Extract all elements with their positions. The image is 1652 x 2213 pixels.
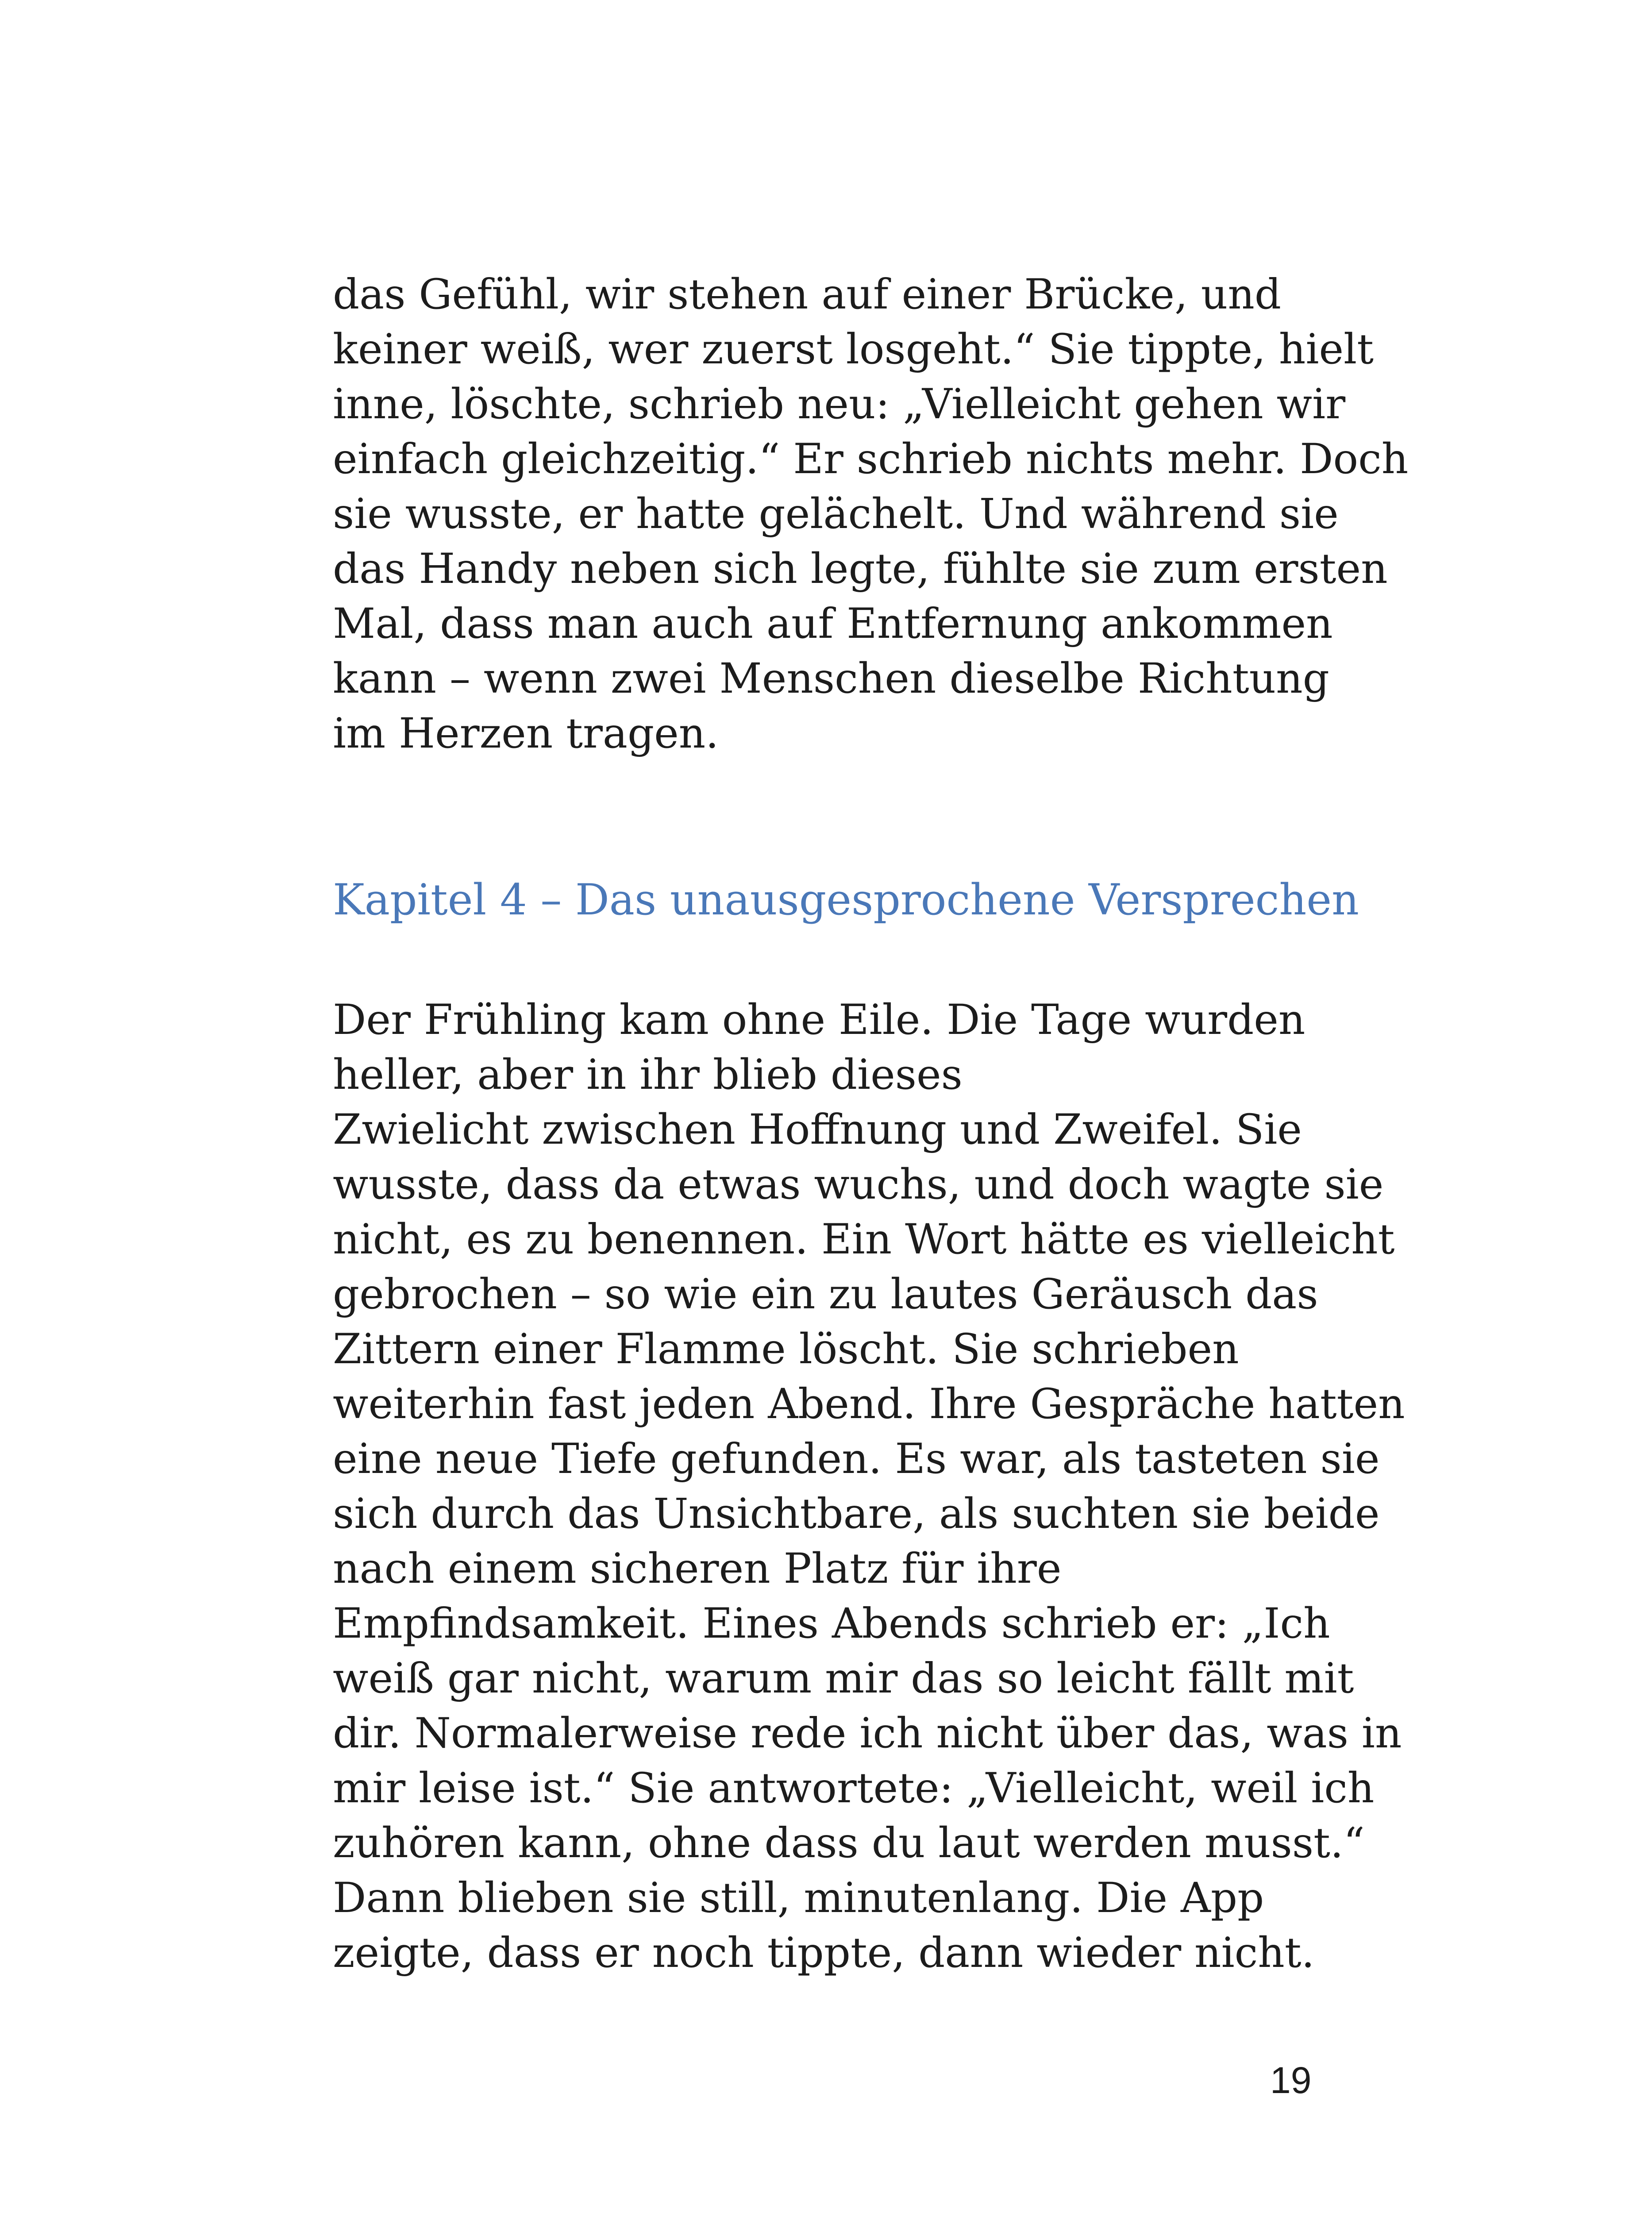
text-line: zuhören kann, ohne dass du laut werden musst.“ — [333, 1819, 1365, 1867]
text-line: Zittern einer Flamme löscht. Sie schrieben — [333, 1325, 1239, 1373]
text-line: inne, löschte, schrieb neu: „Vielleicht gehen wir — [333, 380, 1346, 428]
chapter-heading: Kapitel 4 – Das unausgesprochene Versprechen — [333, 875, 1359, 925]
page-number: 19 — [1270, 2059, 1312, 2101]
text-line: dir. Normalerweise rede ich nicht über das, was in — [333, 1709, 1402, 1758]
text-line: sich durch das Unsichtbare, als suchten sie beide — [333, 1490, 1380, 1538]
text-line: Empfindsamkeit. Eines Abends schrieb er: „Ich — [333, 1600, 1330, 1648]
text-line: das Gefühl, wir stehen auf einer Brücke, und — [333, 270, 1282, 319]
text-line: nach einem sicheren Platz für ihre — [333, 1545, 1062, 1593]
text-line: Dann blieben sie still, minutenlang. Die App — [333, 1874, 1264, 1922]
text-line: keiner weiß, wer zuerst losgeht.“ Sie tippte, hielt — [333, 325, 1374, 374]
text-line: weiß gar nicht, warum mir das so leicht fällt mit — [333, 1654, 1354, 1703]
text-line: sie wusste, er hatte gelächelt. Und während sie — [333, 490, 1339, 538]
text-line: im Herzen tragen. — [333, 709, 719, 758]
text-line: nicht, es zu benennen. Ein Wort hätte es vielleicht — [333, 1215, 1395, 1264]
text-line: gebrochen – so wie ein zu lautes Geräusch das — [333, 1270, 1318, 1319]
text-line: einfach gleichzeitig.“ Er schrieb nichts mehr. Doch — [333, 435, 1409, 483]
text-line: zeigte, dass er noch tippte, dann wieder nicht. — [333, 1929, 1315, 1977]
text-line: eine neue Tiefe gefunden. Es war, als tasteten sie — [333, 1435, 1380, 1483]
text-line: kann – wenn zwei Menschen dieselbe Richtung — [333, 655, 1329, 703]
text-line: weiterhin fast jeden Abend. Ihre Gespräche hatten — [333, 1380, 1405, 1428]
text-line: Mal, dass man auch auf Entfernung ankommen — [333, 600, 1333, 648]
text-line: Der Frühling kam ohne Eile. Die Tage wurden — [333, 996, 1305, 1044]
paragraph-continuation — [333, 267, 1409, 761]
text-line: mir leise ist.“ Sie antwortete: „Vielleicht, weil ich — [333, 1764, 1375, 1812]
text-line: Zwielicht zwischen Hoffnung und Zweifel. Sie — [333, 1106, 1302, 1154]
paragraph-chapter-four — [333, 993, 1405, 1981]
text-line: heller, aber in ihr blieb dieses — [333, 1051, 963, 1099]
text-line: wusste, dass da etwas wuchs, und doch wagte sie — [333, 1160, 1384, 1209]
text-line: das Handy neben sich legte, fühlte sie zum ersten — [333, 545, 1388, 593]
